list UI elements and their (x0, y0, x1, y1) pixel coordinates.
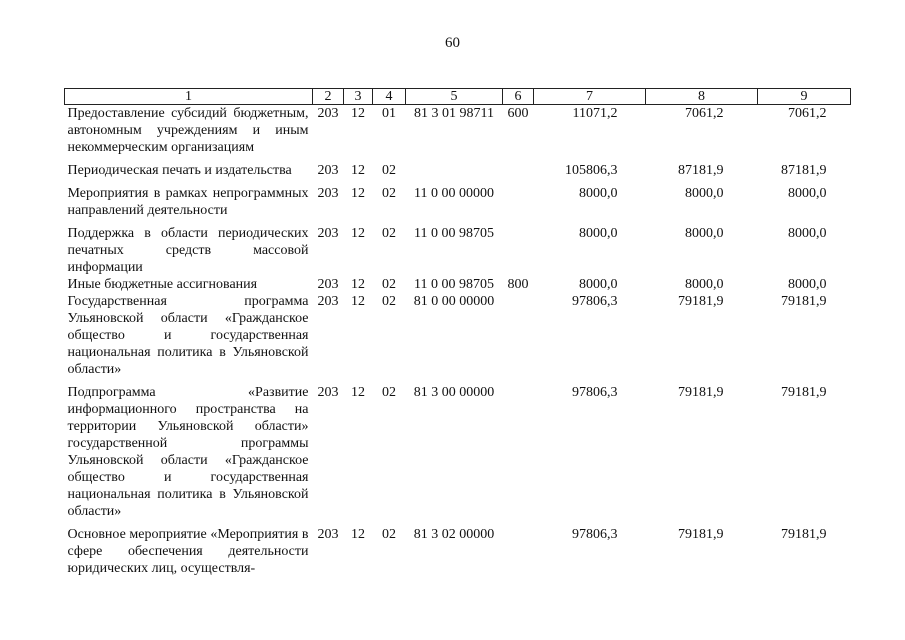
table-header (65, 89, 851, 105)
cell-amount-9: 8000,0 (788, 186, 827, 201)
cell-amount-8: 79181,9 (678, 385, 724, 400)
cell-amount-7: 97806,3 (572, 527, 618, 542)
cell-target-article: 11 0 00 00000 (414, 186, 494, 201)
cell-amount-9: 8000,0 (788, 226, 827, 241)
cell-subsection: 01 (382, 106, 396, 121)
cell-target-article: 81 3 00 00000 (413, 385, 495, 400)
header-cell: 6 (503, 89, 534, 105)
cell-section: 12 (351, 527, 365, 542)
header-cell: 4 (373, 89, 406, 105)
row-name: Иные бюджетные ассигнования (67, 277, 258, 292)
cell-section: 12 (351, 186, 365, 201)
cell-expense-type (503, 293, 534, 384)
cell-section: 12 (351, 163, 365, 178)
cell-expense-type (503, 225, 534, 276)
cell-amount-8: 79181,9 (678, 527, 724, 542)
cell-subsection: 02 (382, 294, 396, 309)
cell-amount-7: 97806,3 (572, 385, 618, 400)
cell-section: 12 (351, 294, 365, 309)
cell-subsection: 02 (382, 385, 396, 400)
cell-code: 203 (317, 294, 339, 309)
table-body (65, 105, 851, 578)
row-name: Основное мероприятие «Мероприятия в сфере обеспечения деятельности юридических лиц, осуществля- (67, 527, 309, 576)
cell-subsection: 02 (382, 226, 396, 241)
cell-target-article: 81 0 00 00000 (413, 294, 495, 309)
table-row (65, 225, 851, 276)
cell-subsection: 02 (382, 163, 396, 178)
cell-code: 203 (317, 163, 339, 178)
cell-code: 203 (317, 385, 339, 400)
cell-amount-9: 7061,2 (788, 106, 827, 121)
cell-expense-type: 600 (507, 106, 529, 121)
cell-section: 12 (351, 385, 365, 400)
cell-expense-type (503, 526, 534, 577)
table-row (65, 526, 851, 577)
cell-target-article: 11 0 00 98705 (414, 226, 494, 241)
cell-expense-type (503, 162, 534, 185)
cell-expense-type (503, 185, 534, 225)
cell-amount-7: 8000,0 (579, 226, 618, 241)
row-name: Поддержка в области периодических печатных средств массовой информации (67, 226, 309, 275)
table-row (65, 293, 851, 384)
cell-target-article: 81 3 01 98711 (414, 106, 494, 121)
cell-expense-type: 800 (507, 277, 529, 292)
cell-subsection: 02 (382, 527, 396, 542)
header-cell: 3 (344, 89, 373, 105)
cell-amount-9: 79181,9 (781, 385, 827, 400)
table-row (65, 105, 851, 163)
cell-expense-type (503, 384, 534, 526)
cell-amount-8: 8000,0 (685, 226, 724, 241)
header-cell: 7 (534, 89, 646, 105)
budget-table (64, 88, 851, 577)
cell-amount-9: 79181,9 (781, 527, 827, 542)
cell-code: 203 (317, 527, 339, 542)
cell-amount-8: 79181,9 (678, 294, 724, 309)
cell-amount-8: 7061,2 (685, 106, 724, 121)
cell-amount-7: 8000,0 (579, 277, 618, 292)
cell-section: 12 (351, 226, 365, 241)
cell-section: 12 (351, 277, 365, 292)
cell-amount-9: 8000,0 (788, 277, 827, 292)
cell-amount-7: 11071,2 (572, 106, 618, 121)
row-name: Подпрограмма «Развитие информационного пространства на территории Ульяновской области» государственной программы Ульяновской области «Гражданское общество и государственная национальная политика в Ульяновской области» (67, 385, 309, 519)
cell-target-article: 11 0 00 98705 (414, 277, 494, 292)
cell-code: 203 (317, 226, 339, 241)
cell-section: 12 (351, 106, 365, 121)
header-cell: 5 (406, 89, 503, 105)
cell-amount-8: 8000,0 (685, 277, 724, 292)
row-name: Предоставление субсидий бюджетным, автономным учреждениям и иным некоммерческим организациям (67, 106, 309, 155)
cell-subsection: 02 (382, 186, 396, 201)
row-name: Периодическая печать и издательства (67, 163, 292, 178)
cell-code: 203 (317, 277, 339, 292)
cell-target-article: 81 3 02 00000 (413, 527, 495, 542)
cell-amount-7: 97806,3 (572, 294, 618, 309)
cell-code: 203 (317, 106, 339, 121)
cell-subsection: 02 (382, 277, 396, 292)
cell-amount-8: 8000,0 (685, 186, 724, 201)
header-cell: 9 (758, 89, 851, 105)
cell-target-article (406, 162, 503, 185)
cell-amount-9: 87181,9 (781, 163, 827, 178)
table-row (65, 185, 851, 225)
cell-amount-9: 79181,9 (781, 294, 827, 309)
header-cell: 2 (313, 89, 344, 105)
cell-amount-7: 105806,3 (565, 163, 618, 178)
header-cell: 1 (65, 89, 313, 105)
table-row (65, 162, 851, 185)
header-cell: 8 (646, 89, 758, 105)
row-name: Государственная программа Ульяновской области «Гражданское общество и государственная национальная политика в Ульяновской области» (67, 294, 309, 377)
cell-amount-7: 8000,0 (579, 186, 618, 201)
row-name: Мероприятия в рамках непрограммных направлений деятельности (67, 186, 309, 218)
cell-amount-8: 87181,9 (678, 163, 724, 178)
cell-code: 203 (317, 186, 339, 201)
table-row (65, 276, 851, 293)
table-row (65, 384, 851, 526)
page-number: 60 (445, 35, 460, 51)
